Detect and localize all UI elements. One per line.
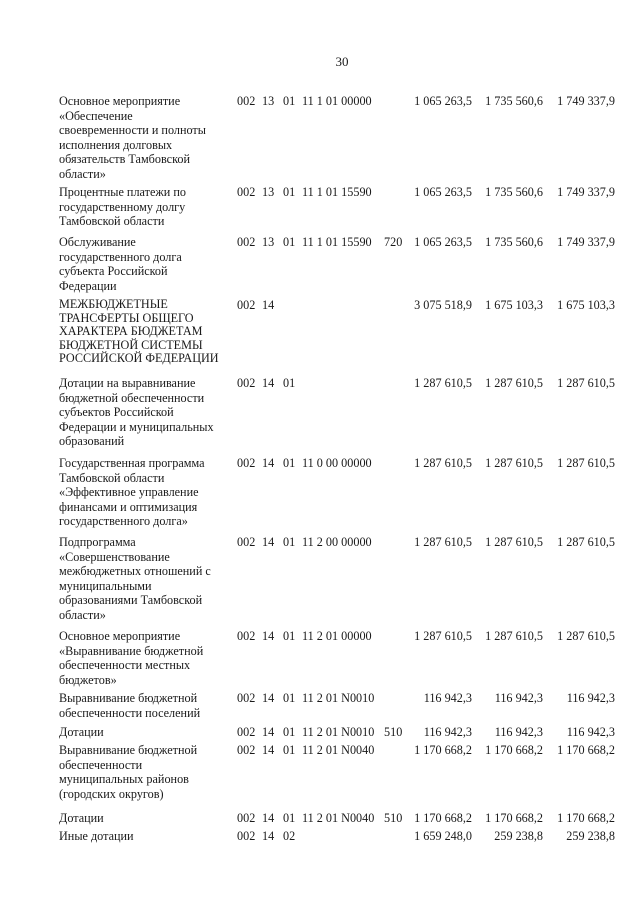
row-name: Основное мероприятие «Выравнивание бюджетной обеспеченности местных бюджетов» bbox=[59, 629, 204, 687]
row-name: Дотации bbox=[59, 811, 104, 825]
row-ved: 002 bbox=[237, 94, 256, 108]
row-ved: 002 bbox=[237, 725, 256, 739]
row-amount-year1: 1 170 668,2 bbox=[414, 811, 472, 825]
row-rz: 13 bbox=[262, 235, 275, 249]
row-pr: 01 bbox=[283, 743, 296, 757]
row-csr: 11 2 01 00000 bbox=[302, 629, 372, 643]
row-amount-year1: 1 287 610,5 bbox=[414, 629, 472, 643]
row-amount-year3: 1 170 668,2 bbox=[557, 743, 615, 757]
row-amount-year1: 1 659 248,0 bbox=[414, 829, 472, 843]
row-amount-year3: 1 170 668,2 bbox=[557, 811, 615, 825]
row-ved: 002 bbox=[237, 691, 256, 705]
row-rz: 14 bbox=[262, 376, 275, 390]
row-amount-year3: 259 238,8 bbox=[566, 829, 615, 843]
row-amount-year3: 1 287 610,5 bbox=[557, 535, 615, 549]
row-rz: 14 bbox=[262, 298, 275, 312]
row-amount-year2: 1 287 610,5 bbox=[485, 629, 543, 643]
row-pr: 01 bbox=[283, 94, 296, 108]
row-name: Выравнивание бюджетной обеспеченности поселений bbox=[59, 691, 201, 720]
row-amount-year1: 1 065 263,5 bbox=[414, 235, 472, 249]
row-rz: 14 bbox=[262, 743, 275, 757]
row-amount-year2: 1 287 610,5 bbox=[485, 376, 543, 390]
row-pr: 01 bbox=[283, 725, 296, 739]
row-csr: 11 1 01 00000 bbox=[302, 94, 372, 108]
row-csr: 11 2 01 N0010 bbox=[302, 725, 375, 739]
row-vr: 510 bbox=[384, 725, 403, 739]
row-amount-year2: 1 170 668,2 bbox=[485, 743, 543, 757]
row-rz: 14 bbox=[262, 456, 275, 470]
row-name: Подпрограмма «Совершенствование межбюджетных отношений с муниципальными образованиями Тамбовской области» bbox=[59, 535, 211, 622]
row-csr: 11 1 01 15590 bbox=[302, 185, 372, 199]
row-pr: 01 bbox=[283, 691, 296, 705]
row-name: Обслуживание государственного долга субъекта Российской Федерации bbox=[59, 235, 182, 293]
row-amount-year3: 1 749 337,9 bbox=[557, 235, 615, 249]
row-amount-year3: 1 749 337,9 bbox=[557, 185, 615, 199]
row-pr: 01 bbox=[283, 629, 296, 643]
row-rz: 14 bbox=[262, 811, 275, 825]
row-name: Дотации на выравнивание бюджетной обеспеченности субъектов Российской Федерации и муниципальных образований bbox=[59, 376, 214, 448]
row-rz: 14 bbox=[262, 535, 275, 549]
row-csr: 11 2 01 N0040 bbox=[302, 811, 375, 825]
row-ved: 002 bbox=[237, 535, 256, 549]
page-number: 30 bbox=[335, 54, 349, 69]
row-name: Процентные платежи по государственному долгу Тамбовской области bbox=[59, 185, 186, 228]
row-amount-year2: 1 735 560,6 bbox=[485, 235, 543, 249]
row-ved: 002 bbox=[237, 185, 256, 199]
row-ved: 002 bbox=[237, 829, 256, 843]
row-ved: 002 bbox=[237, 629, 256, 643]
row-pr: 01 bbox=[283, 535, 296, 549]
row-amount-year2: 1 735 560,6 bbox=[485, 94, 543, 108]
row-ved: 002 bbox=[237, 743, 256, 757]
row-pr: 02 bbox=[283, 829, 296, 843]
row-csr: 11 0 00 00000 bbox=[302, 456, 372, 470]
row-rz: 14 bbox=[262, 725, 275, 739]
row-amount-year1: 1 287 610,5 bbox=[414, 456, 472, 470]
row-name: Основное мероприятие «Обеспечение своевременности и полноты исполнения долговых обязательств Тамбовской области» bbox=[59, 94, 206, 181]
row-amount-year1: 1 065 263,5 bbox=[414, 185, 472, 199]
row-amount-year2: 116 942,3 bbox=[494, 725, 543, 739]
row-amount-year3: 1 287 610,5 bbox=[557, 456, 615, 470]
row-amount-year1: 1 170 668,2 bbox=[414, 743, 472, 757]
row-amount-year3: 116 942,3 bbox=[566, 691, 615, 705]
row-amount-year3: 1 287 610,5 bbox=[557, 376, 615, 390]
row-amount-year3: 1 675 103,3 bbox=[557, 298, 615, 312]
row-amount-year2: 1 287 610,5 bbox=[485, 535, 543, 549]
row-ved: 002 bbox=[237, 298, 256, 312]
row-name: МЕЖБЮДЖЕТНЫЕ ТРАНСФЕРТЫ ОБЩЕГО ХАРАКТЕРА БЮДЖЕТАМ БЮДЖЕТНОЙ СИСТЕМЫ РОССИЙСКОЙ ФЕДЕРАЦИИ bbox=[59, 297, 219, 366]
row-rz: 14 bbox=[262, 829, 275, 843]
row-amount-year2: 259 238,8 bbox=[494, 829, 543, 843]
row-pr: 01 bbox=[283, 456, 296, 470]
row-pr: 01 bbox=[283, 185, 296, 199]
row-rz: 13 bbox=[262, 94, 275, 108]
row-pr: 01 bbox=[283, 811, 296, 825]
row-rz: 14 bbox=[262, 691, 275, 705]
row-csr: 11 2 01 N0040 bbox=[302, 743, 375, 757]
row-amount-year2: 1 735 560,6 bbox=[485, 185, 543, 199]
row-vr: 510 bbox=[384, 811, 403, 825]
row-name: Выравнивание бюджетной обеспеченности муниципальных районов (городских округов) bbox=[59, 743, 198, 801]
row-ved: 002 bbox=[237, 376, 256, 390]
row-pr: 01 bbox=[283, 235, 296, 249]
row-name: Государственная программа Тамбовской области «Эффективное управление финансами и оптимизация государственного долга» bbox=[59, 456, 205, 528]
row-amount-year2: 1 287 610,5 bbox=[485, 456, 543, 470]
row-pr: 01 bbox=[283, 376, 296, 390]
row-ved: 002 bbox=[237, 235, 256, 249]
row-amount-year1: 1 287 610,5 bbox=[414, 535, 472, 549]
row-amount-year1: 1 287 610,5 bbox=[414, 376, 472, 390]
row-vr: 720 bbox=[384, 235, 403, 249]
row-csr: 11 1 01 15590 bbox=[302, 235, 372, 249]
row-csr: 11 2 01 N0010 bbox=[302, 691, 375, 705]
row-amount-year3: 1 749 337,9 bbox=[557, 94, 615, 108]
row-amount-year2: 1 170 668,2 bbox=[485, 811, 543, 825]
row-name: Дотации bbox=[59, 725, 104, 739]
row-amount-year3: 116 942,3 bbox=[566, 725, 615, 739]
row-csr: 11 2 00 00000 bbox=[302, 535, 372, 549]
row-name: Иные дотации bbox=[59, 829, 134, 843]
row-amount-year3: 1 287 610,5 bbox=[557, 629, 615, 643]
row-ved: 002 bbox=[237, 811, 256, 825]
row-amount-year1: 1 065 263,5 bbox=[414, 94, 472, 108]
row-rz: 13 bbox=[262, 185, 275, 199]
row-amount-year1: 116 942,3 bbox=[423, 691, 472, 705]
row-ved: 002 bbox=[237, 456, 256, 470]
row-amount-year2: 1 675 103,3 bbox=[485, 298, 543, 312]
row-amount-year1: 3 075 518,9 bbox=[414, 298, 472, 312]
row-amount-year2: 116 942,3 bbox=[494, 691, 543, 705]
row-rz: 14 bbox=[262, 629, 275, 643]
row-amount-year1: 116 942,3 bbox=[423, 725, 472, 739]
